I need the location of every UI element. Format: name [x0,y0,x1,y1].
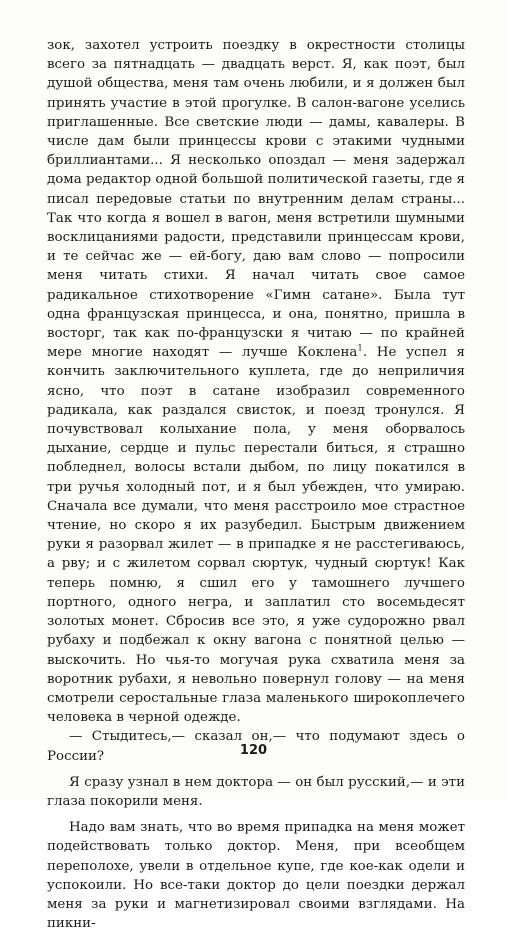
body-text [47,36,465,933]
paragraph-1 [47,36,465,727]
paragraph-text: зок, захотел устроить поездку в окрестности столицы всего за пятнадцать — двадцать верст. Я, как поэт, был душой общества, меня там очень любили, и я должен был принять участие в этой прогулке. В салон-вагоне уселись приглашенные. Все светские люди — дамы, кавалеры. В числе дам были принцессы крови с этакими чудными бриллиантами... Я несколько опоздал — меня задержал дома редактор одной большой политической газеты, где я писал передовые статьи по внутренним делам страны... Так что когда я вошел в вагон, меня встретили шумными восклицаниями радости, представили принцессам крови, и те сейчас же — ей-богу, даю вам слово — попросили меня читать стихи. Я начал читать свое самое радикальное стихотворение «Гимн сатане». Была тут одна французская принцесса, и она, понятно, пришла в восторг, так как по-французски я читаю — по крайней мере многие находят — лучше Коклена [47,38,465,361]
page-number: 120 [239,743,268,758]
paragraph-text-continued: . Не успел я кончить заключительного куплета, где до неприличия ясно, что поэт в сатане изобразил современного радикала, как раздался свисток, и поезд тронулся. Я почувствовал колыхание пола, у меня оборвалось дыхание, сердце и пульс перестали биться, я страшно побледнел, волосы встали дыбом, по лицу покатился в три ручья холодный пот, и я был убежден, что умираю. Сначала все думали, что меня расстроило мое страстное чтение, но скоро я их разубедил. Быстрым движением руки я разорвал жилет — в припадке я не расстегиваюсь, а рву; и с жилетом сорвал сюртук, чудный сюртук! Как теперь помню, я сшил его у тамошнего лучшего портного, одного негра, и заплатил сто восемьдесят золотых монет. Сбросив все это, я уже судорожно рвал рубаху и подбежал к окну вагона с понятной целью — выскочить. Но чья-то могучая рука схватила меня за воротник рубахи, я невольно повернул голову — на меня смотрели серостальные глаза маленького широкоплечего человека в черной одежде. [47,345,465,726]
paragraph-3 [47,773,465,811]
paragraph-text: — Стыдитесь,— сказал он,— что подумают здесь о России? [47,729,465,764]
footnote-marker: 1 [357,343,363,354]
paragraph-4 [47,818,465,933]
paragraph-text: Я сразу узнал в нем доктора — он был русский,— и эти глаза покорили меня. [47,774,465,809]
paragraph-text: Надо вам знать, что во время припадка на меня может подействовать только доктор. Меня, при всеобщем переполохе, увели в отдельное купе, где кое-как одели и успокоили. Но все-таки доктор до цели поездки держал меня за руки и магнетизировал своими взглядами. На пикни- [47,820,465,932]
